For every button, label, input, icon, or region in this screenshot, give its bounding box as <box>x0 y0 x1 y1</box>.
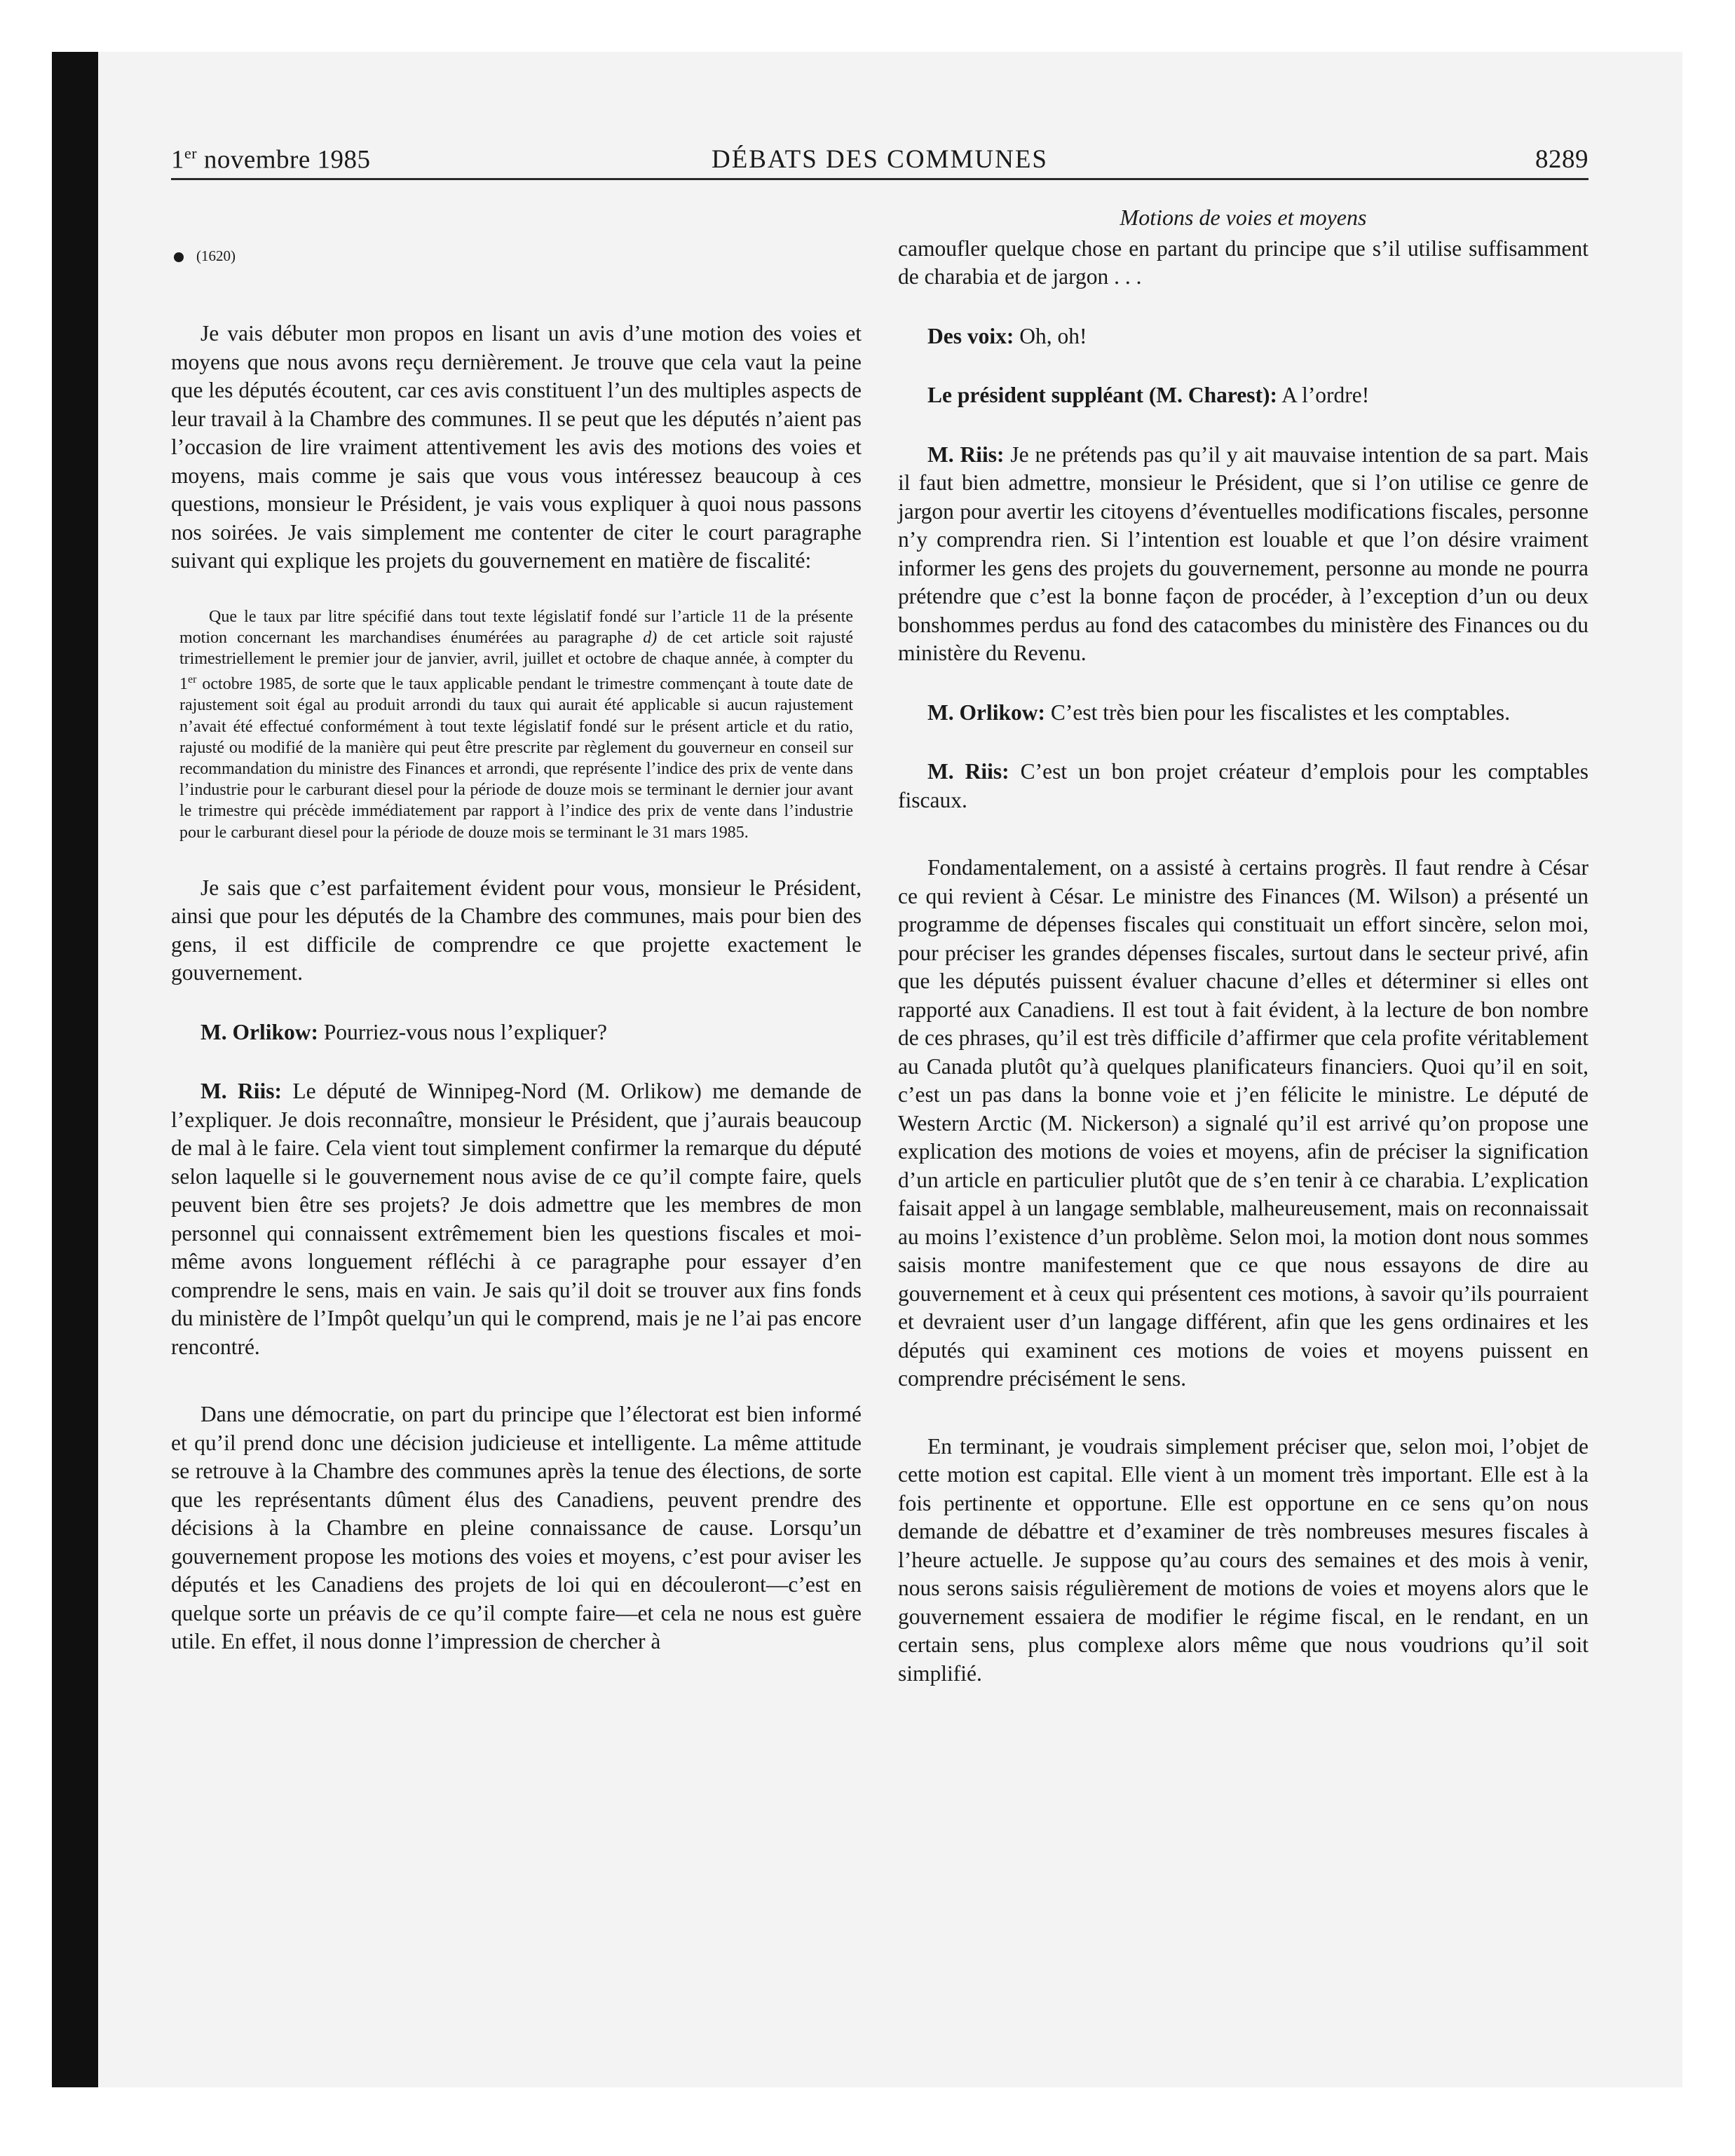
left-column <box>171 203 862 1656</box>
speech-president: Le président suppléant (M. Charest): A l’ordre! <box>927 383 1370 407</box>
speech-orlikow: M. Orlikow: C’est très bien pour les fiscalistes et les comptables. <box>927 700 1511 725</box>
paragraph: En terminant, je voudrais simplement préciser que, selon moi, l’objet de cette motion est capital. Elle vient à un moment très important. Elle est à la fois pertinente et opportune. Elle est opportune en ce sens qu’on nous demande de débattre et d’examiner de très nombreuses mesures fiscales à l’heure actuelle. Je suppose qu’au cours des semaines et des mois à venir, nous serons saisis régulièrement de motions de voies et moyens alors que le gouvernement essaiera de modifier le régime fiscal, en le rendant, en un certain sens, plus complexe alors même que nous voudrions qu’il soit simplifié. <box>898 1433 1588 1686</box>
paragraph: Je vais débuter mon propos en lisant un avis d’une motion des voies et moyens que nous avons reçu dernièrement. Je trouve que cela vaut la peine que les députés écoutent, car ces avis constituent l’un des multiples aspects de leur travail à la Chambre des communes. Il se peut que les députés n’aient pas l’occasion de lire vraiment attentivement les avis des motions des voies et moyens, mais comme je sais que vous vous intéressez beaucoup à ces questions, monsieur le Président, je vais vous expliquer à quoi nous passons nos soirées. Je vais simplement me contenter de citer le court paragraphe suivant qui explique les projets du gouvernement en matière de fiscalité: <box>171 321 862 573</box>
timestamp: (1620) <box>171 245 862 266</box>
header-rule <box>171 178 1588 180</box>
speaker-name: M. Orlikow: <box>927 700 1045 725</box>
scan-binding-edge <box>52 52 98 2087</box>
speaker-name: Des voix: <box>927 323 1014 348</box>
speaker-name: M. Riis: <box>927 759 1009 784</box>
speech-riis: M. Riis: Je ne prétends pas qu’il y ait mauvaise intention de sa part. Mais il faut bien admettre, monsieur le Président, que si l’on utilise ce genre de jargon pour avertir les citoyens d’éventuelles modifications fiscales, personne n’y comprendra rien. Si l’intention est louable et que l’on désire vraiment informer les gens des projets du gouvernement, personne au monde ne pourra prétendre que c’est la bonne façon de procéder, à l’exception d’un ou deux bonshommes perdus au fond des catacombes du ministère des Finances ou du ministère du Revenu. <box>898 442 1588 665</box>
header-date: 1er novembre 1985 <box>171 144 371 175</box>
running-head: Motions de voies et moyens <box>1120 205 1367 230</box>
speaker-name: M. Orlikow: <box>200 1019 318 1044</box>
page-header <box>171 144 1588 178</box>
paragraph: Dans une démocratie, on part du principe que l’électorat est bien informé et qu’il prend donc une décision judicieuse et intelligente. La même attitude se retrouve à la Chambre des communes après la tenue des élections, de sorte que les représentants dûment élus des Canadiens, peuvent prendre des décisions à la Chambre en pleine connaissance de cause. Lorsqu’un gouvernement propose les motions des voies et moyens, c’est pour aviser les députés et les Canadiens des projets de loi qui en découleront—c’est en quelque sorte un préavis de ce qu’il compte faire—et cela ne nous est guère utile. En effet, il nous donne l’impression de chercher à <box>171 1402 862 1654</box>
speech-riis: M. Riis: Le député de Winnipeg-Nord (M. Orlikow) me demande de l’expliquer. Je dois reconnaître, monsieur le Président, que j’aurais beaucoup de mal à le faire. Cela vient tout simplement confirmer la remarque du député selon laquelle si le gouvernement nous avise de ce qu’il compte faire, quels peuvent bien être ses projets? Je dois admettre que les membres de mon personnel qui connaissent extrêmement bien les questions fiscales et moi-même avons longuement réfléchi à ce paragraphe pour essayer d’en comprendre le sens, mais en vain. Je sais qu’il doit se trouver aux fins fonds du ministère de l’Impôt quelqu’un qui le comprend, mais je ne l’ai pas encore rencontré. <box>171 1079 862 1359</box>
speaker-name: M. Riis: <box>927 442 1005 467</box>
header-title: DÉBATS DES COMMUNES <box>711 145 1048 174</box>
speaker-name: M. Riis: <box>200 1079 283 1104</box>
bullet-dot-icon <box>174 252 184 262</box>
paragraph: Je sais que c’est parfaitement évident pour vous, monsieur le Président, ainsi que pour les députés de la Chambre des communes, mais pour bien des gens, il est difficile de comprendre ce que projette exactement le gouvernement. <box>171 875 862 985</box>
page-number: 8289 <box>1535 145 1588 174</box>
paragraph: Fondamentalement, on a assisté à certains progrès. Il faut rendre à César ce qui revient à César. Le ministre des Finances (M. Wilson) a présenté un programme de dépenses fiscales qui constituait un effort sincère, selon moi, pour préciser les grandes dépenses fiscales, surtout dans le secteur privé, afin que les députés puissent évaluer chacune d’elles et déterminer si elles ont rapporté aux Canadiens. Il est tout à fait évident, à la lecture de bon nombre de ces phrases, qu’il est très difficile d’affirmer que cela profite véritablement au Canada plutôt qu’à quelques planificateurs financiers. Quoi qu’il en soit, c’est un pas dans la bonne voie et j’en félicite le ministre. Le député de Western Arctic (M. Nickerson) a signalé qu’il est arrivé qu’on propose une explication des motions de voies et moyens, afin de préciser la signification d’un article en particulier plutôt que de s’en tenir à ce charabia. L’explication faisait appel à un langage semblable, malheureusement, mais on reconnaissait au moins l’existence d’un problème. Selon moi, la motion dont nous sommes saisis montre manifestement que ce que nous essayons de dire au gouvernement et à ceux qui présentent ces motions, à savoir qu’ils pourraient et devraient user d’un langage différent, afin que les gens ordinaires et les députés qui examinent ces motions de voies et moyens puissent en comprendre précisément le sens. <box>898 855 1588 1391</box>
speech-riis: M. Riis: C’est un bon projet créateur d’emplois pour les comptables fiscaux. <box>898 759 1589 812</box>
speech-orlikow: M. Orlikow: Pourriez-vous nous l’expliquer? <box>200 1019 608 1044</box>
block-quote: Que le taux par litre spécifié dans tout texte législatif fondé sur l’article 11 de la présente motion concernant les marchandises énumérées au paragraphe d) de cet article soit rajusté trimestriellement le premier jour de janvier, avril, juillet et octobre de chaque année, à compter du 1er octobre 1985, de sorte que le taux applicable pendant le trimestre commençant à toute date de rajustement soit égal au produit arrondi du taux qui aurait été applicable si aucun rajustement n’avait été effectué conformément à tout texte législatif fondé sur le présent article et du ratio, rajusté ou modifié de la manière qui peut être prescrite par règlement du gouverneur en conseil sur recommandation du ministre des Finances et arrondi, que représente l’indice des prix de vente dans l’industrie pour le carburant diesel pour la période de douze mois se terminant le dernier jour avant le trimestre qui précède immédiatement par rapport à l’indice des prix de vente dans l’industrie pour le carburant diesel pour la période de douze mois se terminant le 31 mars 1985. <box>179 607 853 842</box>
speaker-name: Le président suppléant (M. Charest): <box>927 383 1278 407</box>
right-column <box>898 203 1588 1688</box>
paragraph: camoufler quelque chose en partant du principe que s’il utilise suffisamment de charabia et de jargon . . . <box>898 236 1588 289</box>
speech-des-voix: Des voix: Oh, oh! <box>927 323 1087 348</box>
